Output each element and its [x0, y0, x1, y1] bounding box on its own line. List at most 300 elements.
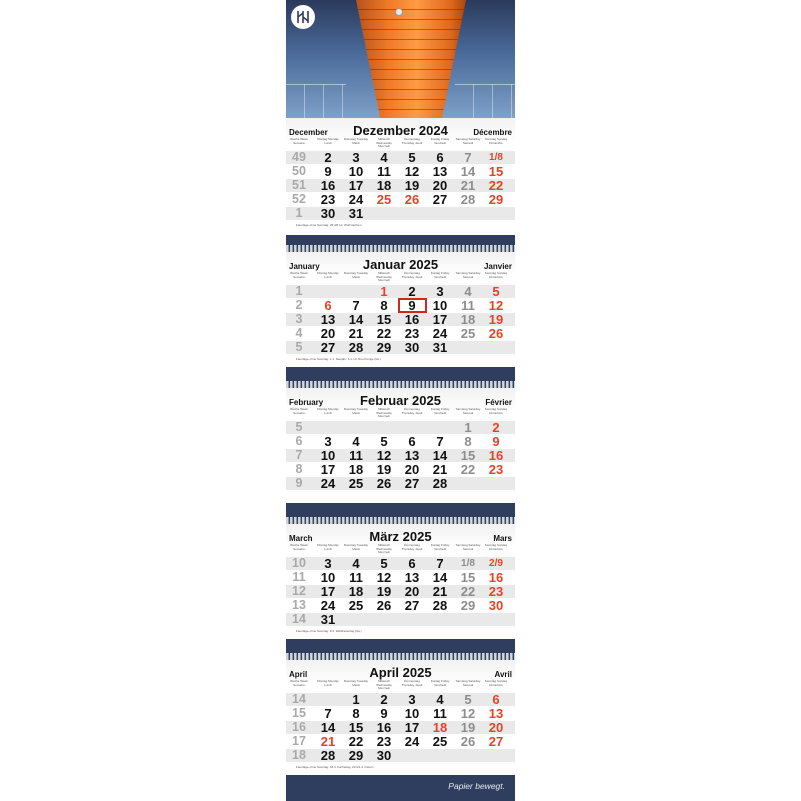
header-photo — [286, 0, 515, 118]
week-row — [286, 735, 515, 748]
day-cell: 14 — [460, 164, 476, 179]
week-number: 11 — [292, 570, 306, 584]
weekday-label: Samstag Saturday Samedi — [455, 679, 481, 687]
day-cell: 18 — [348, 584, 364, 599]
day-cell: 4 — [352, 556, 360, 571]
day-cell: 17 — [320, 462, 336, 477]
day-cell: 14 — [432, 570, 448, 585]
day-cell: 20 — [404, 584, 420, 599]
week-row — [286, 435, 515, 448]
week-number: 1 — [295, 284, 303, 298]
weekday-label: Montag Monday Lundi — [317, 543, 339, 551]
day-cell: 2 — [408, 284, 416, 299]
day-cell: 27 — [320, 340, 336, 355]
day-cell — [343, 421, 369, 434]
day-cell: 9 — [492, 434, 500, 449]
day-cell: 23 — [488, 462, 504, 477]
day-cell: 24 — [348, 192, 364, 207]
month-name-english: March — [289, 534, 313, 543]
day-cell: 10 — [432, 298, 448, 313]
day-cell: 25 — [460, 326, 476, 341]
weekday-label: Montag Monday Lundi — [317, 137, 339, 145]
weekday-label: Freitag Friday Vendredi — [430, 271, 450, 279]
month-sheet — [286, 660, 515, 775]
day-cell — [399, 207, 425, 220]
day-cell: 12 — [460, 706, 476, 721]
week-number: 1 — [295, 206, 303, 220]
day-cell — [315, 693, 341, 706]
day-cell: 15 — [460, 448, 476, 463]
weekday-label: Freitag Friday Vendredi — [430, 137, 450, 145]
day-cell: 18 — [432, 720, 448, 735]
week-number: 12 — [292, 584, 306, 598]
day-cell: 26 — [404, 192, 420, 207]
weekday-label: Donnerstag Thursday Jeudi — [401, 137, 423, 145]
window-grid-left — [286, 84, 346, 118]
month-title: Januar 2025 — [362, 257, 439, 272]
day-cell: 22 — [376, 326, 392, 341]
spiral-binding — [286, 381, 515, 388]
day-cell: 19 — [460, 720, 476, 735]
day-cell: 11 — [349, 570, 363, 585]
month-name-english: January — [289, 262, 320, 271]
weekday-label: Samstag Saturday Samedi — [455, 137, 481, 145]
day-cell: 28 — [460, 192, 476, 207]
day-cell: 6 — [408, 434, 416, 449]
weekday-label: Donnerstag Thursday Jeudi — [401, 679, 423, 687]
day-cell: 12 — [488, 298, 504, 313]
day-cell: 17 — [404, 720, 420, 735]
week-row — [286, 599, 515, 612]
day-cell: 2/9 — [489, 558, 503, 569]
week-row — [286, 449, 515, 462]
day-cell — [455, 341, 481, 354]
day-cell: 30 — [376, 748, 392, 763]
ceiling-slats — [356, 0, 466, 118]
day-cell — [455, 749, 481, 762]
day-cell: 4 — [464, 284, 472, 299]
week-row — [286, 707, 515, 720]
day-cell: 27 — [404, 476, 420, 491]
day-cell: 26 — [488, 326, 504, 341]
month-name-english: December — [289, 128, 328, 137]
day-cell: 5 — [492, 284, 500, 299]
day-cell: 13 — [320, 312, 336, 327]
day-cell: 20 — [488, 720, 504, 735]
week-number: 52 — [292, 192, 306, 206]
day-cell: 16 — [488, 448, 504, 463]
day-cell: 31 — [320, 612, 336, 627]
day-cell: 20 — [404, 462, 420, 477]
day-cell — [483, 341, 509, 354]
week-number: 3 — [295, 312, 303, 326]
weekday-label: Samstag Saturday Samedi — [455, 407, 481, 415]
week-row — [286, 585, 515, 598]
day-cell: 19 — [376, 584, 392, 599]
day-cell: 25 — [376, 192, 392, 207]
day-cell: 4 — [380, 150, 388, 165]
day-cell — [343, 285, 369, 298]
month-name-french: Janvier — [483, 262, 512, 271]
day-cell: 10 — [348, 164, 364, 179]
week-row — [286, 327, 515, 340]
hanging-hook-icon — [395, 8, 403, 16]
week-number: 49 — [292, 150, 306, 164]
day-cell: 1 — [464, 420, 472, 435]
day-cell: 1 — [380, 284, 388, 299]
day-cell: 21 — [348, 326, 364, 341]
day-cell: 6 — [324, 298, 332, 313]
day-cell — [315, 421, 341, 434]
week-number: 7 — [295, 448, 303, 462]
day-cell: 26 — [376, 598, 392, 613]
week-number: 15 — [292, 706, 306, 720]
day-cell: 23 — [404, 326, 420, 341]
month-name-english: February — [289, 398, 324, 407]
week-number: 14 — [292, 612, 306, 626]
day-cell: 24 — [320, 598, 336, 613]
day-cell: 28 — [320, 748, 336, 763]
wall-calendar — [286, 0, 515, 801]
day-cell: 20 — [432, 178, 448, 193]
day-cell: 28 — [348, 340, 364, 355]
weekday-label: Sonntag Sunday Dimanche — [484, 271, 508, 279]
day-cell — [399, 749, 425, 762]
day-cell: 16 — [320, 178, 336, 193]
holiday-footnote: Feiertage ohne Sonntag: 25./26.12. Weihnachten — [296, 223, 362, 227]
weekday-label: Donnerstag Thursday Jeudi — [401, 543, 423, 551]
day-cell: 28 — [432, 476, 448, 491]
week-row — [286, 613, 515, 626]
day-cell: 3 — [408, 692, 416, 707]
day-cell: 21 — [432, 584, 448, 599]
week-number: 14 — [292, 692, 306, 706]
day-cell: 26 — [460, 734, 476, 749]
day-cell: 8 — [464, 434, 472, 449]
day-cell: 18 — [460, 312, 476, 327]
day-cell: 12 — [376, 448, 392, 463]
day-cell: 22 — [488, 178, 504, 193]
month-name-english: April — [289, 670, 308, 679]
day-cell: 19 — [404, 178, 420, 193]
day-cell: 13 — [404, 570, 420, 585]
week-row — [286, 341, 515, 354]
week-row — [286, 313, 515, 326]
day-cell: 21 — [432, 462, 448, 477]
day-cell: 15 — [488, 164, 504, 179]
week-row — [286, 285, 515, 298]
day-cell: 30 — [488, 598, 504, 613]
brand-logo-icon — [291, 5, 315, 29]
day-cell: 10 — [320, 570, 336, 585]
day-cell: 7 — [436, 434, 444, 449]
month-name-french: Avril — [494, 670, 512, 679]
week-row — [286, 749, 515, 762]
weekday-label: Montag Monday Lundi — [317, 407, 339, 415]
spiral-binding — [286, 245, 515, 252]
weekday-label: Montag Monday Lundi — [317, 679, 339, 687]
day-cell: 30 — [404, 340, 420, 355]
week-row — [286, 557, 515, 570]
day-cell: 11 — [433, 706, 447, 721]
month-sheet — [286, 524, 515, 639]
weekday-label: Woche Week Semaine — [290, 543, 308, 551]
weekday-label: Sonntag Sunday Dimanche — [484, 679, 508, 687]
day-cell: 12 — [376, 570, 392, 585]
week-number: 5 — [295, 420, 303, 434]
day-cell — [427, 749, 453, 762]
day-cell: 15 — [348, 720, 364, 735]
day-cell: 25 — [432, 734, 448, 749]
weekday-label: Samstag Saturday Samedi — [455, 271, 481, 279]
month-sheet — [286, 252, 515, 367]
day-cell: 29 — [348, 748, 364, 763]
day-cell: 6 — [492, 692, 500, 707]
month-name-french: Février — [485, 398, 512, 407]
day-cell: 16 — [376, 720, 392, 735]
week-number: 10 — [292, 556, 306, 570]
slogan: Papier bewegt. — [448, 781, 505, 791]
day-cell: 23 — [488, 584, 504, 599]
day-cell: 22 — [348, 734, 364, 749]
weekday-label: Sonntag Sunday Dimanche — [484, 543, 508, 551]
weekday-label: Samstag Saturday Samedi — [455, 543, 481, 551]
holiday-footnote: Feiertage ohne Sonntag: 8.3. Weltfrauentag (tlw.) — [296, 629, 362, 633]
weekday-label: Dienstag Tuesday Mardi — [343, 271, 368, 279]
day-cell: 11 — [349, 448, 363, 463]
day-cell — [371, 421, 397, 434]
day-cell — [399, 613, 425, 626]
day-cell: 6 — [436, 150, 444, 165]
day-cell: 12 — [404, 164, 420, 179]
day-cell: 27 — [432, 192, 448, 207]
day-cell: 19 — [376, 462, 392, 477]
week-row — [286, 463, 515, 476]
weekday-label: Donnerstag Thursday Jeudi — [401, 407, 423, 415]
week-number: 50 — [292, 164, 306, 178]
day-cell: 2 — [324, 150, 332, 165]
day-cell: 16 — [488, 570, 504, 585]
day-cell — [455, 613, 481, 626]
weekday-label: Mittwoch Wednesday Mercredi — [376, 271, 392, 282]
weekday-label: Woche Week Semaine — [290, 407, 308, 415]
day-cell: 5 — [380, 556, 388, 571]
day-cell: 3 — [324, 434, 332, 449]
day-cell: 25 — [348, 476, 364, 491]
day-cell: 14 — [320, 720, 336, 735]
weekday-label: Freitag Friday Vendredi — [430, 407, 450, 415]
weekday-label: Dienstag Tuesday Mardi — [343, 137, 368, 145]
weekday-label: Mittwoch Wednesday Mercredi — [376, 407, 392, 418]
weekday-label: Dienstag Tuesday Mardi — [343, 407, 368, 415]
day-cell: 25 — [348, 598, 364, 613]
week-row — [286, 151, 515, 164]
weekday-label: Montag Monday Lundi — [317, 271, 339, 279]
weekday-label: Woche Week Semaine — [290, 679, 308, 687]
day-cell: 10 — [404, 706, 420, 721]
day-cell: 5 — [408, 150, 416, 165]
day-cell: 1/8 — [489, 152, 503, 163]
window-grid-right — [455, 84, 515, 118]
day-cell: 4 — [436, 692, 444, 707]
week-number: 9 — [295, 476, 303, 490]
day-cell: 22 — [460, 462, 476, 477]
day-cell — [483, 477, 509, 490]
week-row — [286, 721, 515, 734]
week-row — [286, 421, 515, 434]
weekday-label: Donnerstag Thursday Jeudi — [401, 271, 423, 279]
day-cell: 13 — [488, 706, 504, 721]
day-cell: 13 — [404, 448, 420, 463]
holiday-footnote: Feiertage ohne Sonntag: 1.1. Neujahr, 6.1. Hl. Drei Könige (tlw.) — [296, 357, 381, 361]
day-cell: 10 — [320, 448, 336, 463]
day-cell: 3 — [352, 150, 360, 165]
day-cell: 9 — [380, 706, 388, 721]
day-cell: 7 — [324, 706, 332, 721]
day-cell: 29 — [488, 192, 504, 207]
day-cell: 4 — [352, 434, 360, 449]
day-cell — [371, 207, 397, 220]
day-cell: 14 — [348, 312, 364, 327]
day-cell: 23 — [376, 734, 392, 749]
weekday-label: Freitag Friday Vendredi — [430, 679, 450, 687]
weekday-label: Dienstag Tuesday Mardi — [343, 679, 368, 687]
day-cell — [427, 421, 453, 434]
week-number: 17 — [292, 734, 306, 748]
day-cell: 15 — [376, 312, 392, 327]
spiral-binding — [286, 653, 515, 660]
day-cell: 3 — [436, 284, 444, 299]
month-title: Dezember 2024 — [353, 123, 448, 138]
day-cell: 5 — [464, 692, 472, 707]
date-slider-marker[interactable] — [398, 298, 427, 313]
day-cell: 28 — [432, 598, 448, 613]
day-cell: 1/8 — [461, 558, 475, 569]
week-number: 6 — [295, 434, 303, 448]
week-row — [286, 571, 515, 584]
day-cell — [483, 749, 509, 762]
weekday-label: Sonntag Sunday Dimanche — [484, 407, 508, 415]
month-name-french: Décembre — [473, 128, 512, 137]
holiday-footnote: Feiertage ohne Sonntag: 18.4. Karfreitag, 20./21.4. Ostern — [296, 765, 374, 769]
day-cell: 8 — [352, 706, 360, 721]
weekday-label: Sonntag Sunday Dimanche — [484, 137, 508, 145]
day-cell: 3 — [324, 556, 332, 571]
day-cell: 9 — [408, 298, 416, 313]
day-cell — [371, 613, 397, 626]
weekday-label: Freitag Friday Vendredi — [430, 543, 450, 551]
day-cell: 21 — [460, 178, 476, 193]
day-cell: 29 — [460, 598, 476, 613]
week-number: 5 — [295, 340, 303, 354]
week-number: 4 — [295, 326, 303, 340]
spiral-binding — [286, 517, 515, 524]
day-cell: 11 — [461, 298, 475, 313]
day-cell: 9 — [324, 164, 332, 179]
day-cell — [399, 421, 425, 434]
day-cell: 7 — [352, 298, 360, 313]
weekday-label: Mittwoch Wednesday Mercredi — [376, 679, 392, 690]
week-row — [286, 693, 515, 706]
weekday-label: Woche Week Semaine — [290, 271, 308, 279]
day-cell — [483, 207, 509, 220]
day-cell — [427, 207, 453, 220]
day-cell: 14 — [432, 448, 448, 463]
day-cell: 5 — [380, 434, 388, 449]
week-number: 2 — [295, 298, 303, 312]
month-title: März 2025 — [369, 529, 432, 544]
week-number: 18 — [292, 748, 306, 762]
day-cell: 27 — [488, 734, 504, 749]
day-cell: 16 — [404, 312, 420, 327]
weekday-label: Mittwoch Wednesday Mercredi — [376, 543, 392, 554]
day-cell: 17 — [348, 178, 364, 193]
week-number: 13 — [292, 598, 306, 612]
day-cell: 26 — [376, 476, 392, 491]
month-name-french: Mars — [493, 534, 512, 543]
day-cell: 7 — [464, 150, 472, 165]
day-cell — [455, 207, 481, 220]
week-row — [286, 207, 515, 220]
weekday-label: Woche Week Semaine — [290, 137, 308, 145]
week-row — [286, 179, 515, 192]
day-cell: 22 — [460, 584, 476, 599]
week-row — [286, 193, 515, 206]
day-cell: 27 — [404, 598, 420, 613]
day-cell: 31 — [432, 340, 448, 355]
month-title: April 2025 — [369, 665, 432, 680]
day-cell: 8 — [380, 298, 388, 313]
day-cell: 7 — [436, 556, 444, 571]
day-cell: 13 — [432, 164, 448, 179]
day-cell: 2 — [380, 692, 388, 707]
day-cell: 31 — [348, 206, 364, 221]
day-cell: 24 — [320, 476, 336, 491]
day-cell: 11 — [377, 164, 391, 179]
week-row — [286, 165, 515, 178]
day-cell: 21 — [320, 734, 336, 749]
day-cell: 24 — [404, 734, 420, 749]
week-number: 8 — [295, 462, 303, 476]
day-cell: 17 — [320, 584, 336, 599]
week-number: 16 — [292, 720, 306, 734]
day-cell: 18 — [348, 462, 364, 477]
day-cell — [455, 477, 481, 490]
day-cell: 19 — [488, 312, 504, 327]
day-cell — [315, 285, 341, 298]
day-cell: 2 — [492, 420, 500, 435]
day-cell: 20 — [320, 326, 336, 341]
week-number: 51 — [292, 178, 306, 192]
week-row — [286, 477, 515, 490]
day-cell — [343, 613, 369, 626]
day-cell: 6 — [408, 556, 416, 571]
month-title: Februar 2025 — [360, 393, 441, 408]
day-cell: 30 — [320, 206, 336, 221]
day-cell: 24 — [432, 326, 448, 341]
month-sheet — [286, 118, 515, 235]
day-cell: 23 — [320, 192, 336, 207]
month-sheet — [286, 388, 515, 503]
day-cell — [483, 613, 509, 626]
day-cell: 1 — [352, 692, 360, 707]
weekday-label: Mittwoch Wednesday Mercredi — [376, 137, 392, 148]
weekday-label: Dienstag Tuesday Mardi — [343, 543, 368, 551]
day-cell: 15 — [460, 570, 476, 585]
day-cell: 17 — [432, 312, 448, 327]
day-cell — [427, 613, 453, 626]
day-cell: 29 — [376, 340, 392, 355]
